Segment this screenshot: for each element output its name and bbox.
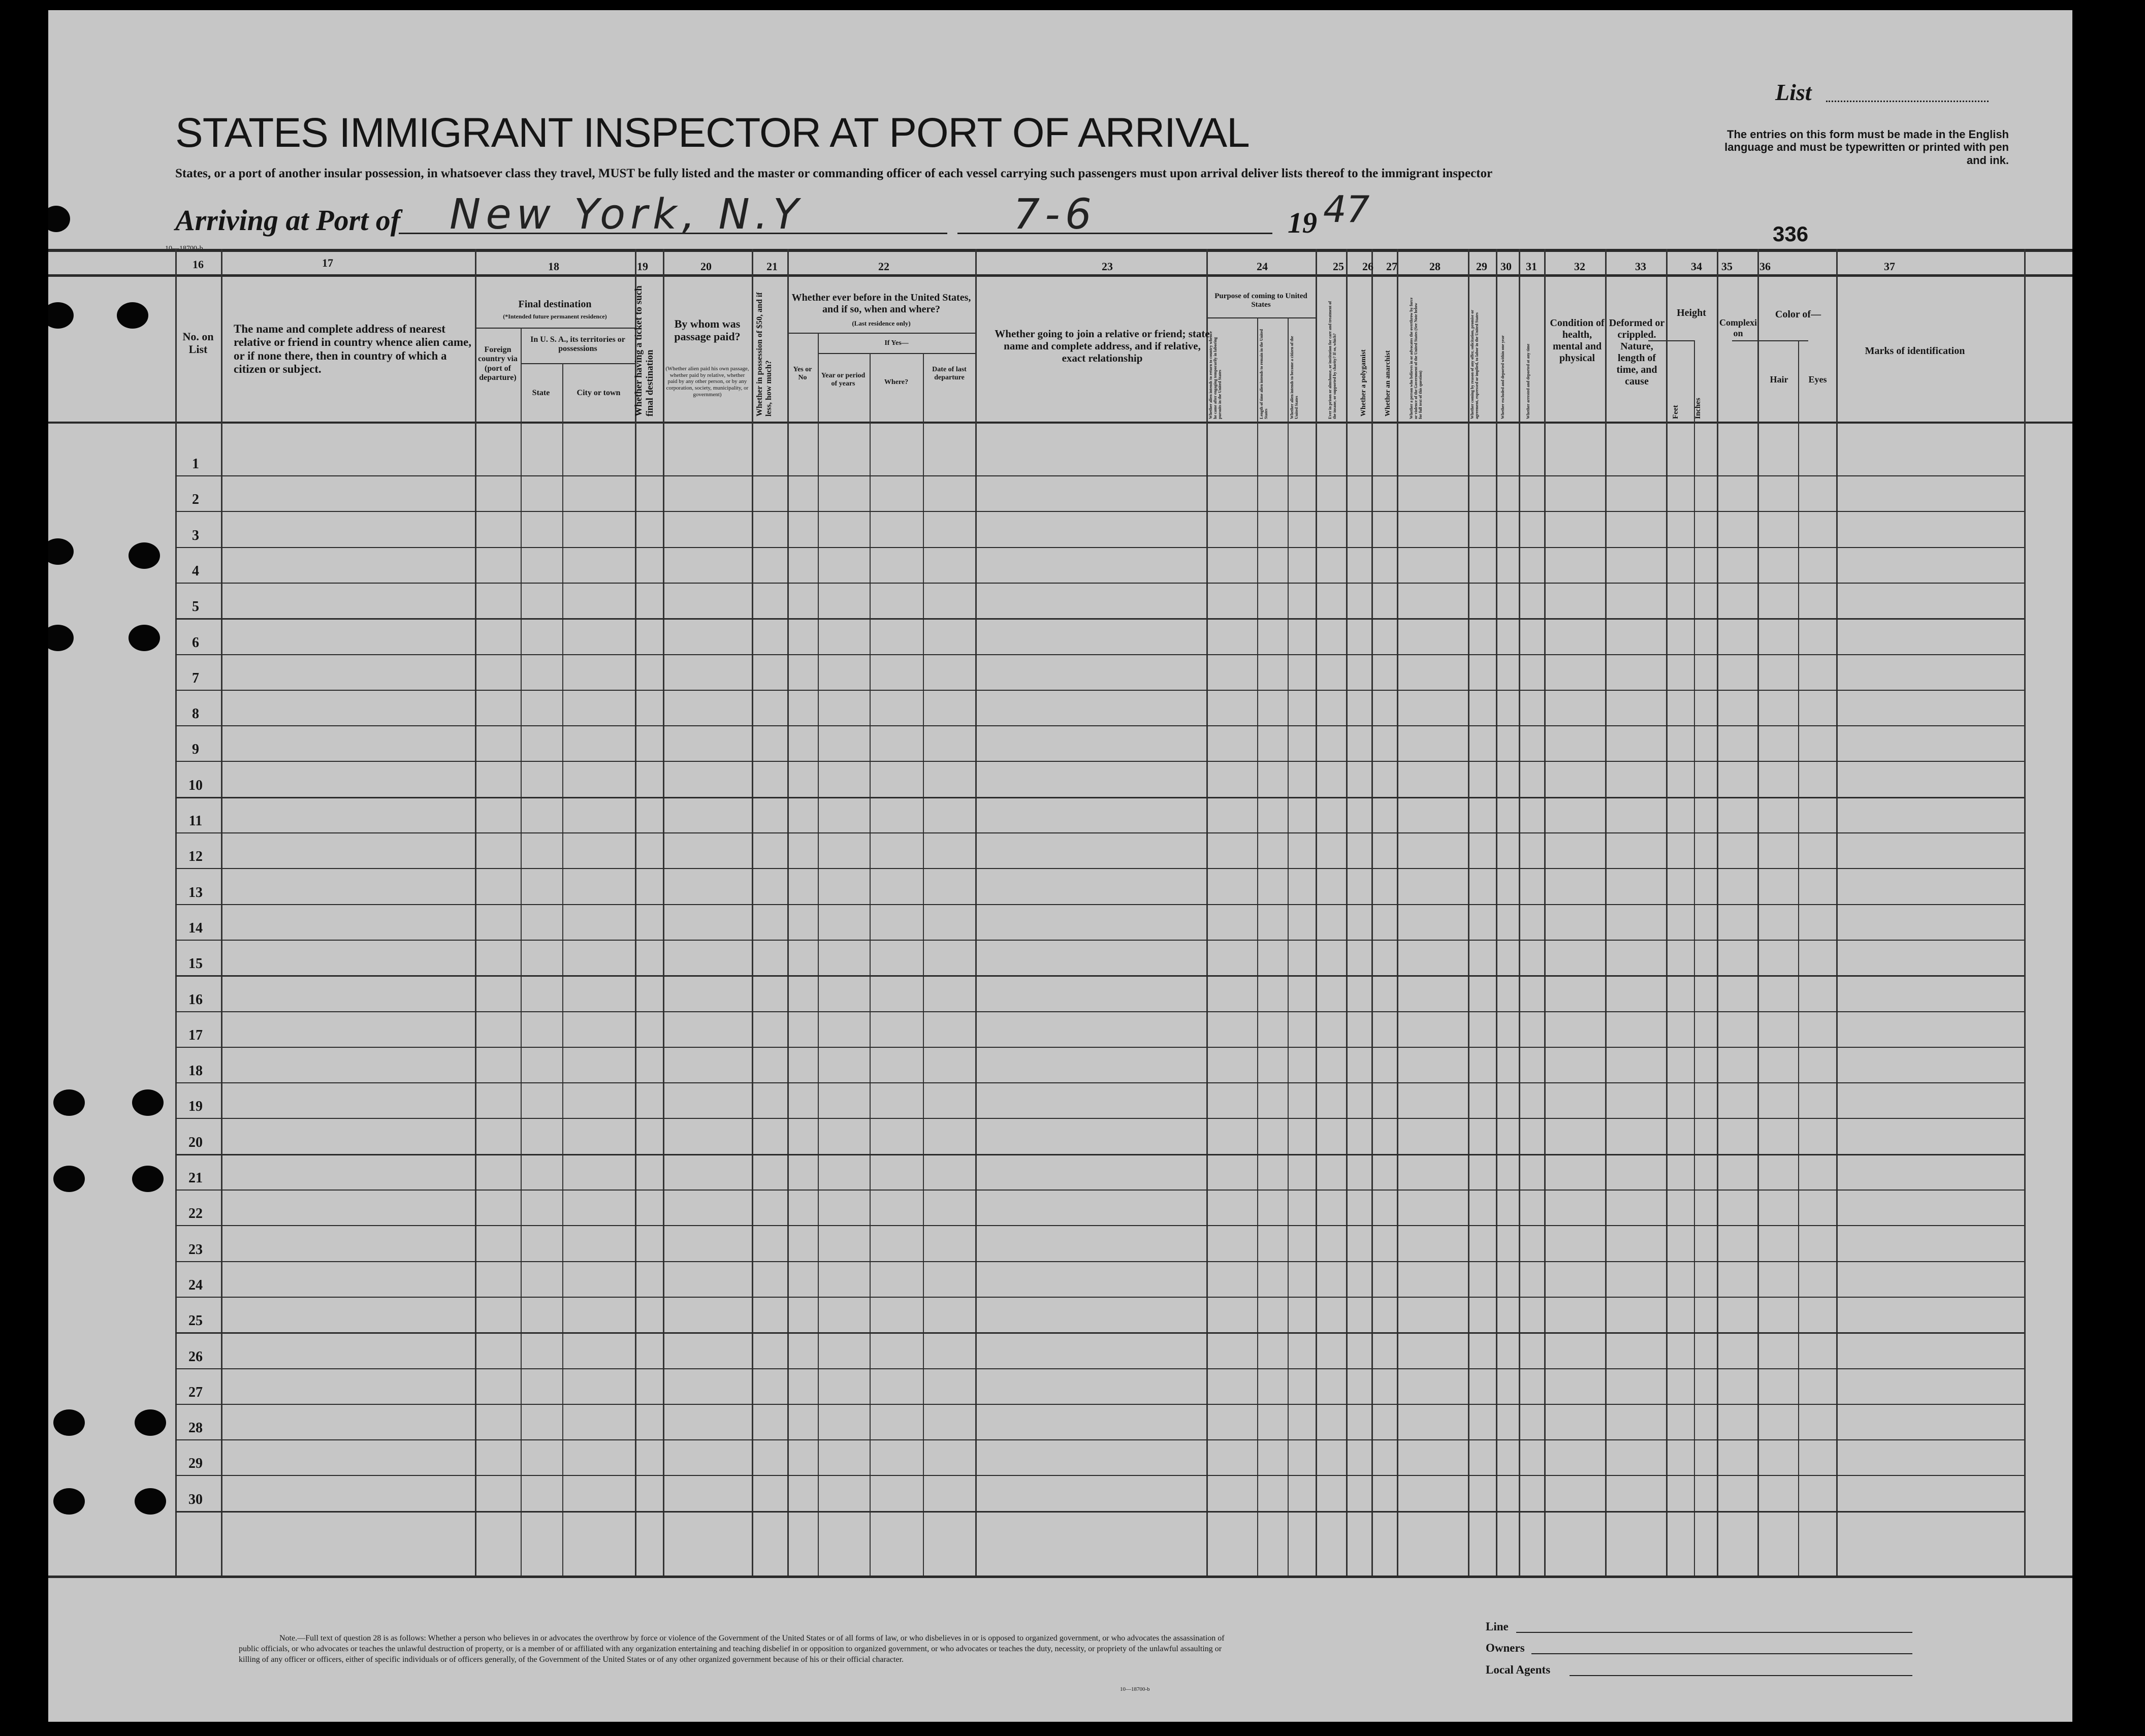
col-20-note: (Whether alien paid his own passage, whether paid by relative, whether paid by any other person, or by any corporation, society, municipality, or government) xyxy=(665,366,749,398)
footer-note: Note.—Full text of question 28 is as follows: Whether a person who believes in or advocates the overthrow by force or violence of the Government of the United States or of all forms of law, or who disbelieves in or is opposed to organized government, or who advocates the assassination of public officials, or who advocates or teaches the unlawful destruction of property, or is a member of or affiliated with any organization entertaining and teaching disbelief in or opposition to organized government, or who advocates or teaches the duty, necessity, or propriety of the unlawful assaulting or killing of any officer or officers, either of specific individuals or of officers generally, of the Government of the United States or of any other organized government because of his or their official character. xyxy=(239,1634,1225,1664)
footer-code: 10—18700-b xyxy=(1120,1686,1150,1692)
column-rule xyxy=(1496,249,1497,1576)
punch-hole xyxy=(135,1488,166,1515)
column-rule xyxy=(1717,249,1718,1576)
year-value: 47 xyxy=(1323,188,1370,231)
col-22-header: Whether ever before in the United States, and if so, when and where? xyxy=(791,292,971,315)
row-number: 23 xyxy=(188,1242,203,1258)
col-num-37: 37 xyxy=(1884,260,1895,273)
col-36-header: Color of— xyxy=(1775,309,1821,320)
col-19-header: Whether having a ticket to such final destination xyxy=(633,285,655,416)
col-num-27: 27 xyxy=(1386,260,1397,273)
c22-rule xyxy=(787,333,975,334)
column-rule xyxy=(1397,249,1398,1576)
punch-hole xyxy=(48,206,70,232)
row-number: 2 xyxy=(192,492,199,507)
row-number: 29 xyxy=(188,1456,203,1471)
row-rule xyxy=(175,1439,2024,1440)
row-rule xyxy=(175,1225,2024,1226)
form-title: STATES IMMIGRANT INSPECTOR AT PORT OF ARRIVAL xyxy=(175,110,1250,156)
column-rule xyxy=(1757,249,1759,1576)
row-number: 22 xyxy=(188,1206,203,1221)
row-number: 15 xyxy=(188,956,203,972)
row-number: 30 xyxy=(188,1492,203,1507)
column-rule xyxy=(1468,249,1469,1576)
col-num-31: 31 xyxy=(1526,260,1537,273)
owners-field[interactable] xyxy=(1531,1653,1912,1654)
punch-hole xyxy=(53,1166,85,1192)
form-instructions: The entries on this form must be made in the English language and must be typewritten or printed with pen and ink. xyxy=(1724,128,2009,167)
col-34-inches: Inches xyxy=(1694,398,1702,419)
column-rule xyxy=(635,249,636,1576)
row-rule xyxy=(175,1154,2024,1155)
col-18-title: Final destination xyxy=(518,299,592,310)
row-number: 10 xyxy=(188,778,203,793)
row-rule xyxy=(175,1082,2024,1083)
col-num-30: 30 xyxy=(1500,260,1512,273)
col-num-32: 32 xyxy=(1574,260,1585,273)
row-rule xyxy=(175,868,2024,869)
col-21-header: Whether in possession of $50, and if less, how much? xyxy=(755,292,774,416)
col-24-header: Purpose of coming to United States xyxy=(1214,292,1307,309)
col-18-usa: In U. S. A., its territories or possessions xyxy=(530,335,625,353)
row-number: 14 xyxy=(188,920,203,936)
col-36-hair: Hair xyxy=(1770,374,1788,384)
punch-hole xyxy=(132,1166,164,1192)
col-num-29: 29 xyxy=(1476,260,1487,273)
agents-field[interactable] xyxy=(1570,1675,1912,1676)
row-rule xyxy=(175,725,2024,726)
row-rule xyxy=(175,975,2024,977)
row-rule xyxy=(175,1511,2024,1513)
column-subrule xyxy=(1798,340,1799,1576)
col-22-where: Where? xyxy=(884,378,909,386)
page-number: 336 xyxy=(1773,222,1809,246)
col-22-note: (Last residence only) xyxy=(852,319,911,327)
row-number: 24 xyxy=(188,1277,203,1293)
row-number: 13 xyxy=(188,885,203,901)
punch-hole xyxy=(53,1089,85,1116)
line-label: Line xyxy=(1486,1620,1509,1633)
col-30-header: Whether excluded and deported within one year xyxy=(1500,335,1505,419)
column-subrule xyxy=(521,328,522,1576)
manifest-sheet xyxy=(48,10,2072,1722)
column-subrule xyxy=(1694,340,1695,1576)
punch-hole xyxy=(53,1409,85,1436)
col-29-header: Whether coming by reason of any offer, solicitation, promise or agreement, expressed or implied, to labor in the United States xyxy=(1470,310,1479,419)
col-31-header: Whether arrested and deported at any time xyxy=(1526,343,1530,419)
col-num-35: 35 xyxy=(1721,260,1733,273)
col-20-header: By whom was passage paid? xyxy=(674,317,741,343)
punch-hole xyxy=(135,1409,166,1436)
col-35-header: Complexion xyxy=(1719,317,1757,338)
row-number: 26 xyxy=(188,1349,203,1365)
list-line xyxy=(1826,101,1989,102)
table-top-rule xyxy=(48,249,2072,252)
column-rule xyxy=(1346,249,1348,1576)
row-number: 18 xyxy=(188,1063,203,1079)
row-rule xyxy=(175,547,2024,548)
row-rule xyxy=(175,690,2024,691)
col-num-23: 23 xyxy=(1102,260,1113,273)
column-rule xyxy=(1666,249,1668,1576)
row-rule xyxy=(175,1332,2024,1334)
row-rule xyxy=(175,1047,2024,1048)
col-27-header: Whether an anarchist xyxy=(1384,350,1392,416)
col-num-34: 34 xyxy=(1691,260,1702,273)
column-rule xyxy=(1519,249,1520,1576)
date-line xyxy=(957,233,1272,234)
row-number: 12 xyxy=(188,849,203,864)
row-rule xyxy=(175,1011,2024,1012)
punch-hole xyxy=(129,625,160,651)
column-rule xyxy=(1371,249,1373,1576)
col-22-yesno: Yes or No xyxy=(793,366,812,382)
col-num-24: 24 xyxy=(1257,260,1268,273)
col-18-foreign: Foreign country via (port of departure) xyxy=(478,345,518,382)
table-bottom-rule xyxy=(48,1576,2072,1578)
row-rule xyxy=(175,618,2024,620)
punch-hole xyxy=(48,302,74,329)
list-label: List xyxy=(1775,79,1812,105)
punch-hole xyxy=(48,538,74,565)
column-rule xyxy=(752,249,753,1576)
row-number: 16 xyxy=(188,992,203,1008)
col-34-feet: Feet xyxy=(1672,405,1680,419)
column-subrule xyxy=(818,333,819,1576)
form-code: 10—18700-b xyxy=(165,245,203,252)
column-rule xyxy=(475,249,476,1576)
row-number: 11 xyxy=(188,813,203,829)
col-num-19: 19 xyxy=(637,260,648,273)
col-num-26: 26 xyxy=(1362,260,1373,273)
column-rule xyxy=(1206,249,1208,1576)
row-number: 7 xyxy=(192,670,199,686)
column-subrule xyxy=(1257,317,1258,1576)
row-number: 27 xyxy=(188,1385,203,1400)
column-rule xyxy=(1544,249,1546,1576)
punch-hole xyxy=(48,625,74,651)
row-rule xyxy=(175,1190,2024,1191)
row-number: 9 xyxy=(192,742,199,757)
row-number: 17 xyxy=(188,1027,203,1043)
column-rule xyxy=(221,249,222,1576)
column-subrule xyxy=(1288,317,1289,1576)
col-18-note: (*Intended future permanent residence) xyxy=(503,313,607,320)
c18-usa-rule xyxy=(521,363,635,364)
row-number: 19 xyxy=(188,1099,203,1114)
col-34-header: Height xyxy=(1677,307,1706,318)
punch-hole xyxy=(117,302,148,329)
row-number: 6 xyxy=(192,635,199,651)
row-number: 21 xyxy=(188,1170,203,1186)
col-num-18: 18 xyxy=(548,260,559,273)
row-rule xyxy=(175,832,2024,833)
port-value: New York, N.Y xyxy=(450,190,804,239)
date-value: 7-6 xyxy=(1013,190,1097,239)
col-18-city: City or town xyxy=(577,389,621,397)
row-rule xyxy=(175,583,2024,584)
row-number: 28 xyxy=(188,1420,203,1436)
line-field[interactable] xyxy=(1516,1632,1912,1633)
row-rule xyxy=(175,761,2024,762)
punch-hole xyxy=(129,542,160,569)
row-rule xyxy=(175,1261,2024,1262)
row-rule xyxy=(175,654,2024,655)
arriving-label: Arriving at Port of xyxy=(175,204,401,237)
col-num-16: 16 xyxy=(193,258,204,271)
row-number: 8 xyxy=(192,706,199,722)
col-22-years: Year or period of years xyxy=(821,372,866,388)
column-rule xyxy=(663,249,664,1576)
column-rule xyxy=(2024,249,2026,1576)
col-num-33: 33 xyxy=(1635,260,1646,273)
col-22-ifyes: If Yes— xyxy=(884,339,909,347)
col-24-b: Length of time alien intends to remain in the United States xyxy=(1259,329,1268,419)
row-number: 4 xyxy=(192,563,199,579)
col-17-header: The name and complete address of nearest relative or friend in country whence alien came, or if none there, then in country of which a citizen or subject. xyxy=(234,323,472,376)
column-subrule xyxy=(870,353,871,1576)
col-num-25: 25 xyxy=(1333,260,1344,273)
table-header-rule xyxy=(48,422,2072,424)
c36-rule xyxy=(1732,340,1808,341)
col-24-c: Whether alien intends to become a citizen of the United States xyxy=(1290,336,1299,419)
col-16-header: No. on List xyxy=(182,330,214,356)
punch-hole xyxy=(132,1089,164,1116)
col-28-header: Whether a person who believes in or advocates the overthrow by force or violence of the Government of the United States (See Note below for full text of this question) xyxy=(1409,297,1423,419)
row-number: 25 xyxy=(188,1313,203,1329)
row-rule xyxy=(175,1475,2024,1476)
col-33-header: Deformed or crippled. Nature, length of time, and cause xyxy=(1609,317,1665,387)
column-rule xyxy=(1605,249,1607,1576)
c22-ifyes-rule xyxy=(818,353,975,354)
row-rule xyxy=(175,475,2024,476)
form-subtitle: States, or a port of another insular possession, in whatsoever class they travel, MUST be fully listed and the master or commanding officer of each vessel carrying such passengers must upon arrival deliver lists thereof to the immigrant inspector xyxy=(175,167,1493,180)
col-num-17: 17 xyxy=(322,256,333,269)
row-rule xyxy=(175,511,2024,512)
col-num-22: 22 xyxy=(878,260,889,273)
column-rule xyxy=(975,249,977,1576)
c24-rule xyxy=(1206,317,1316,318)
row-rule xyxy=(175,1297,2024,1298)
col-36-eyes: Eyes xyxy=(1808,374,1827,384)
owners-label: Owners xyxy=(1486,1642,1525,1654)
year-prefix: 19 xyxy=(1288,206,1317,239)
row-rule xyxy=(175,940,2024,941)
col-num-21: 21 xyxy=(766,260,778,273)
col-23-header: Whether going to join a relative or friend; state name and complete address, and if relative, exact relationship xyxy=(995,328,1210,365)
col-24-a: Whether alien intends to return to country whence he came after engaging temporarily in laboring pursuits in the United States xyxy=(1208,331,1222,419)
col-37-header: Marks of identification xyxy=(1865,345,1965,357)
col-num-36: 36 xyxy=(1759,260,1771,273)
column-rule xyxy=(1836,249,1838,1576)
col-32-header: Condition of health, mental and physical xyxy=(1550,317,1605,364)
row-number: 5 xyxy=(192,599,199,615)
c18-title-rule xyxy=(475,328,635,329)
row-number: 20 xyxy=(188,1135,203,1150)
col-18-state: State xyxy=(532,389,550,397)
column-rule xyxy=(1316,249,1317,1576)
col-25-header: Ever in prison or almshouse, or institution for care and treatment of the insane, or supported by charity? If so, which? xyxy=(1328,301,1337,419)
col-26-header: Whether a polygamist xyxy=(1360,349,1367,416)
column-rule xyxy=(175,249,177,1576)
row-rule xyxy=(175,797,2024,798)
row-rule xyxy=(175,1404,2024,1405)
col-22-date: Date of last departure xyxy=(932,366,967,382)
column-subrule xyxy=(562,363,563,1576)
row-rule xyxy=(175,1368,2024,1369)
col-num-20: 20 xyxy=(700,260,712,273)
row-rule xyxy=(175,904,2024,905)
column-subrule xyxy=(923,353,924,1576)
row-number: 3 xyxy=(192,528,199,543)
row-rule xyxy=(175,1118,2024,1119)
row-number: 1 xyxy=(192,456,199,472)
col-num-28: 28 xyxy=(1429,260,1440,273)
table-number-rule xyxy=(48,274,2072,277)
agents-label: Local Agents xyxy=(1486,1663,1551,1676)
punch-hole xyxy=(53,1488,85,1515)
column-rule xyxy=(787,249,789,1576)
